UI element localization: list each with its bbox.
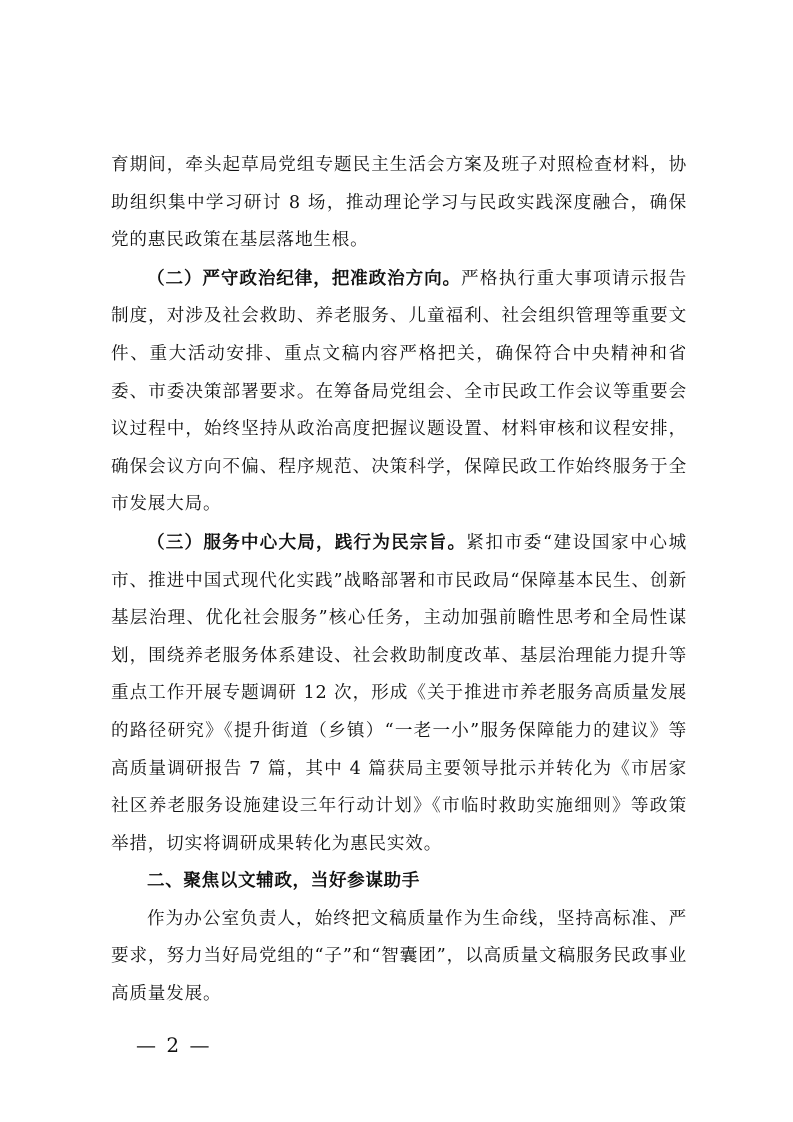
paragraph-lead: （二）严守政治纪律，把准政治方向。 <box>147 267 462 289</box>
paragraph-continuation <box>111 147 687 260</box>
paragraph-lead: （三）服务中心大局，践行为民宗旨。 <box>147 531 467 553</box>
paragraph-closing: 作为办公室负责人，始终把文稿质量作为生命线，坚持高标准、严要求，努力当好局党组的“子”和“智囊团”，以高质量文稿服务民政事业高质量发展。 <box>111 908 687 1005</box>
section-heading: 二、聚焦以文辅政，当好参谋助手 <box>147 871 420 892</box>
paragraph-service <box>111 524 687 863</box>
paragraph-text: 育期间，牵头起草局党组专题民主生活会方案及班子对照检查材料，协助组织集中学习研讨 8 场，推动理论学习与民政实践深度融合，确保党的惠民政策在基层落地生根。 <box>111 155 687 251</box>
page-number: — 2 — <box>136 1033 212 1057</box>
paragraph-text: 严格执行重大事项请示报告制度，对涉及社会救助、养老服务、儿童福利、社会组织管理等重要文件、重大活动安排、重点文稿内容严格把关，确保符合中央精神和省委、市委决策部署要求。在筹备局党组会、全市民政工作会议等重要会议过程中，始终坚持从政治高度把握议题设置、材料审核和议程安排，确保会议方向不偏、程序规范、决策科学，保障民政工作始终服务于全市发展大局。 <box>111 268 687 515</box>
body-text <box>111 147 687 1014</box>
paragraph-text: 紧扣市委“建设国家中心城市、推进中国式现代化实践”战略部署和市民政局“保障基本民生、创新基层治理、优化社会服务”核心任务，主动加强前瞻性思考和全局性谋划，围绕养老服务体系建设、社会救助制度改革、基层治理能力提升等重点工作开展专题调研 12 次，形成《关于推进市养老服务高质量发展的路径研究》《提升街道（乡镇）“一老一小”服务保障能力的建议》等高质量调研报告 7 篇，其中 4 篇获局主要领导批示并转化为《市居家社区养老服务设施建设三年行动计划》《市临时救助实施细则》等政策举措，切实将调研成果转化为惠民实效。 <box>111 532 687 854</box>
paragraph-discipline <box>111 260 687 524</box>
